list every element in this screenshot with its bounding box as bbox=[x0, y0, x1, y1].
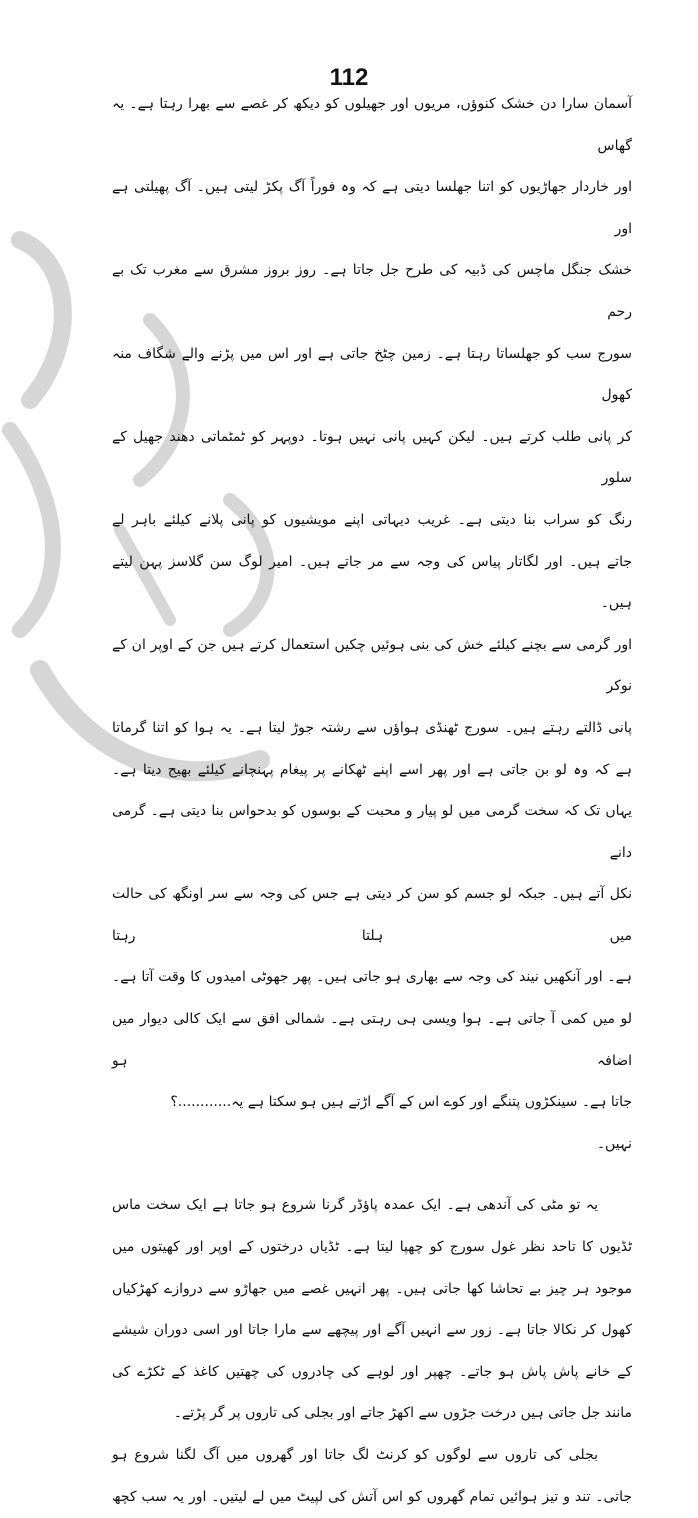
text-line: اور گرمی سے بچنے کیلئے خش کی بنی ہوئیں چکیں استعمال کرتے ہیں جن کے اوپر ان کے نوکر bbox=[112, 636, 633, 695]
text-line: ہے کہ وہ لو بن جاتی ہے اور پھر اسے اپنے ٹھکانے پر پیغام پہنچانے کیلئے بھیج دیتا ہے۔ bbox=[112, 761, 632, 778]
text-line: خشک جنگل ماچس کی ڈبیہ کی طرح جل جاتا ہے۔ روز بروز مشرق سے مغرب تک بے رحم bbox=[112, 262, 632, 320]
text-line: ہے۔ اور آنکھیں نیند کی وجہ سے بھاری ہو جاتی ہیں۔ پھر جھوٹی امیدوں کا وقت آتا ہے۔ bbox=[112, 969, 632, 986]
watermark-stroke bbox=[20, 240, 63, 400]
text-line: کر پانی طلب کرتے ہیں۔ لیکن کہیں پانی نہیں ہوتا۔ دوپہر کو ٹمٹماتی دھند جھیل کے سلور bbox=[112, 428, 632, 487]
text-line: اور خاردار جھاڑیوں کو اتنا جھلسا دیتی ہے کہ وہ فوراً آگ پکڑ لیتی ہیں۔ آگ پھیلتی ہے اور bbox=[112, 179, 632, 237]
text-line: سورج سب کو جھلساتا رہتا ہے۔ زمین چٹخ جاتی ہے اور اس میں پڑنے والے شگاف منہ کھول bbox=[112, 345, 632, 404]
watermark-stroke bbox=[10, 430, 53, 630]
text-line: جاتا ہے۔ سینکڑوں پتنگے اور کوے اس کے آگے اڑتے ہیں ہو سکتا ہے یہ............؟ bbox=[170, 1094, 632, 1111]
text-line: پانی ڈالتے رہتے ہیں۔ سورج ٹھنڈی ہواؤں سے رشتہ جوڑ لیتا ہے۔ یہ ہوا کو اتنا گرماتا bbox=[112, 719, 632, 736]
text-line: یہ تو مٹی کی آندھی ہے۔ ایک عمدہ پاؤڈر گرنا شروع ہو جاتا ہے ایک سخت ماس bbox=[112, 1197, 598, 1214]
text-line: آسمان سارا دن خشک کنوؤں، مریوں اور جھیلوں کو دیکھ کر غصے سے بھرا رہتا ہے۔ یہ گھاس bbox=[112, 96, 632, 154]
text-line: جاتے ہیں۔ اور لگاتار پیاس کی وجہ سے مر جاتے ہیں۔ امیر لوگ سن گلاسز پہن لیتے ہیں۔ bbox=[112, 553, 632, 612]
text-line: موجود ہر چیز بے تحاشا کھا جاتی ہیں۔ پھر انہیں غصے میں جھاڑو سے دروازے کھڑکیاں bbox=[112, 1280, 632, 1297]
page-number: 112 bbox=[329, 64, 369, 91]
body-text bbox=[112, 84, 632, 1518]
text-line: نکل آتے ہیں۔ جبکہ لو جسم کو سن کر دیتی ہے جس کی وجہ سے سر اونگھ کی حالت میں ہلتا رہتا bbox=[112, 886, 632, 944]
text-line: جاتی۔ تند و تیز ہوائیں تمام گھروں کو اس آتش کی لپیٹ میں لے لیتیں۔ اور یہ سب کچھ bbox=[112, 1488, 632, 1505]
paragraph-gap bbox=[112, 1165, 632, 1185]
text-line: بجلی کی تاروں سے لوگوں کو کرنٹ لگ جاتا اور گھروں میں آگ لگنا شروع ہو bbox=[112, 1447, 598, 1463]
text-line: کھول کر نکالا جاتا ہے۔ زور سے انہیں آگے اور پیچھے سے مارا جاتا اور اسی دوران شیشے bbox=[112, 1322, 632, 1339]
text-line: لو میں کمی آ جاتی ہے۔ ہوا ویسی ہی رہتی ہے۔ شمالی افق سے ایک کالی دیوار میں اضافہ ہو bbox=[112, 1011, 632, 1069]
text-line: مانند جل جاتی ہیں درخت جڑوں سے اکھڑ جاتے اور بجلی کی تاروں پر گر پڑتے۔ bbox=[173, 1405, 632, 1422]
text-line: یہاں تک کہ سخت گرمی میں لو پیار و محبت کے بوسوں کو بدحواس بنا دیتی ہے۔ گرمی دانے bbox=[112, 803, 632, 861]
text-line: ٹڈیوں کا تاحد نظر غول سورج کو چھپا لیتا ہے۔ ٹڈیاں درختوں کے اوپر اور کھیتوں میں bbox=[112, 1239, 632, 1256]
text-line: رنگ کو سراب بنا دیتی ہے۔ غریب دیہاتی اپنے مویشیوں کو پانی پلانے کیلئے باہر لے bbox=[112, 511, 632, 528]
text-line: نہیں۔ bbox=[596, 1135, 632, 1152]
text-line: کے خانے پاش پاش ہو جاتے۔ چھپر اور لوہے کی چادروں کی چھتیں کاغذ کے ٹکڑے کی bbox=[112, 1363, 632, 1380]
